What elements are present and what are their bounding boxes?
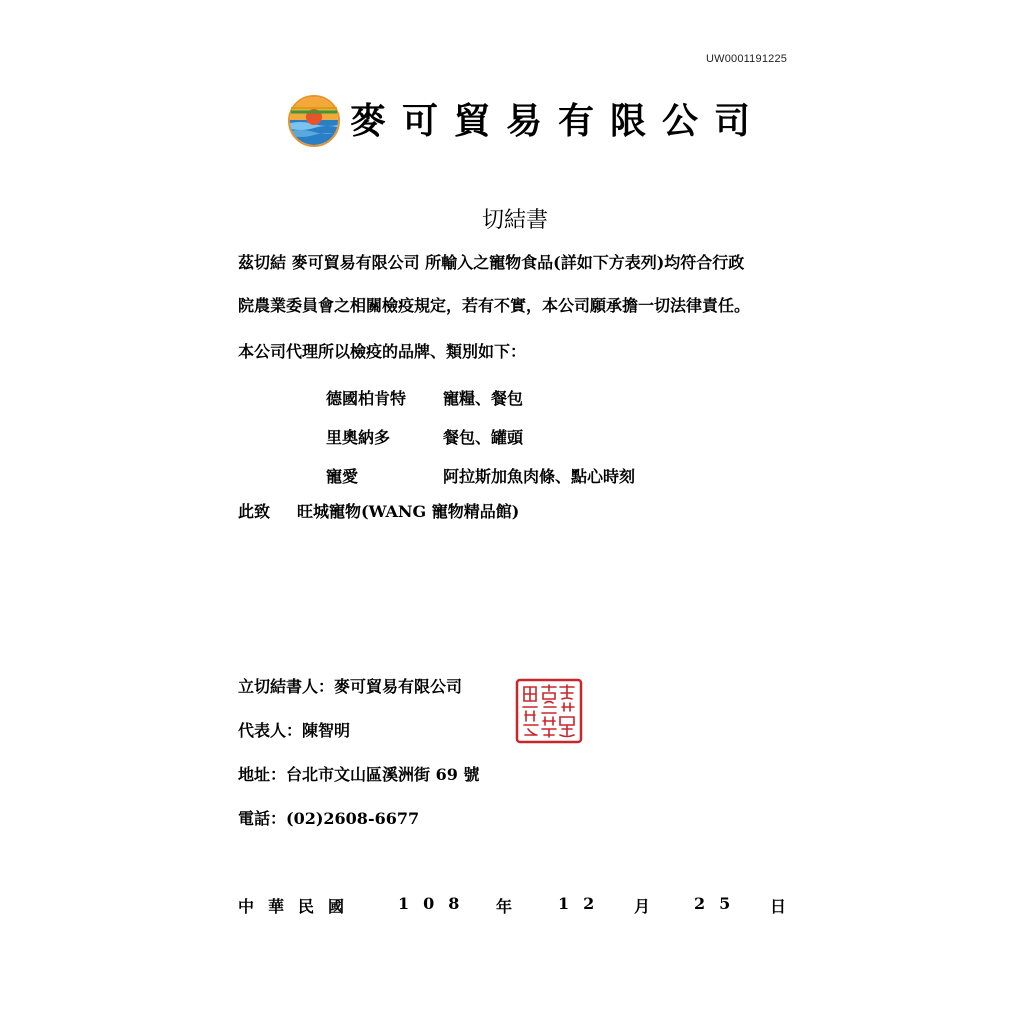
company-name-header: 麥可貿易有限公司: [350, 101, 767, 142]
brand-category: 寵糧、餐包: [443, 389, 524, 408]
date-era: 中華民國: [238, 897, 359, 916]
date-day-unit: 日: [770, 897, 801, 916]
addressee-name: 旺城寵物(WANG 寵物精品館): [297, 502, 520, 521]
date-month-unit: 月: [634, 897, 665, 916]
declarant: 立切結書人：麥可貿易有限公司: [238, 677, 463, 696]
address: 地址：台北市文山區溪洲街 69 號: [238, 765, 480, 784]
date-line: [238, 894, 801, 918]
brand-category: 阿拉斯加魚肉條、點心時刻: [443, 467, 636, 486]
brand-name: 德國柏肯特: [326, 389, 407, 408]
date-month: 12: [558, 894, 609, 913]
body-line-1: 茲切結 麥可貿易有限公司 所輸入之寵物食品(詳如下方表列)均符合行政: [238, 253, 745, 272]
brand-category: 餐包、罐頭: [443, 428, 524, 447]
company-logo-icon: [287, 94, 341, 148]
addressee-label: 此致: [238, 502, 271, 521]
body-line-3: 本公司代理所以檢疫的品牌、類別如下：: [238, 342, 527, 361]
representative: 代表人：陳智明: [238, 721, 351, 740]
body-line-2: 院農業委員會之相關檢疫規定，若有不實，本公司願承擔一切法律責任。: [238, 296, 751, 315]
date-year: 108: [398, 894, 474, 913]
date-day: 25: [694, 894, 745, 913]
phone: 電話：(02)2608-6677: [238, 809, 420, 828]
date-year-unit: 年: [496, 897, 527, 916]
brand-name: 里奧納多: [326, 428, 391, 447]
company-seal-icon: [514, 677, 584, 745]
brand-name: 寵愛: [326, 467, 359, 486]
document-title: 切結書: [482, 208, 549, 233]
document-id: UW0001191225: [706, 53, 788, 65]
